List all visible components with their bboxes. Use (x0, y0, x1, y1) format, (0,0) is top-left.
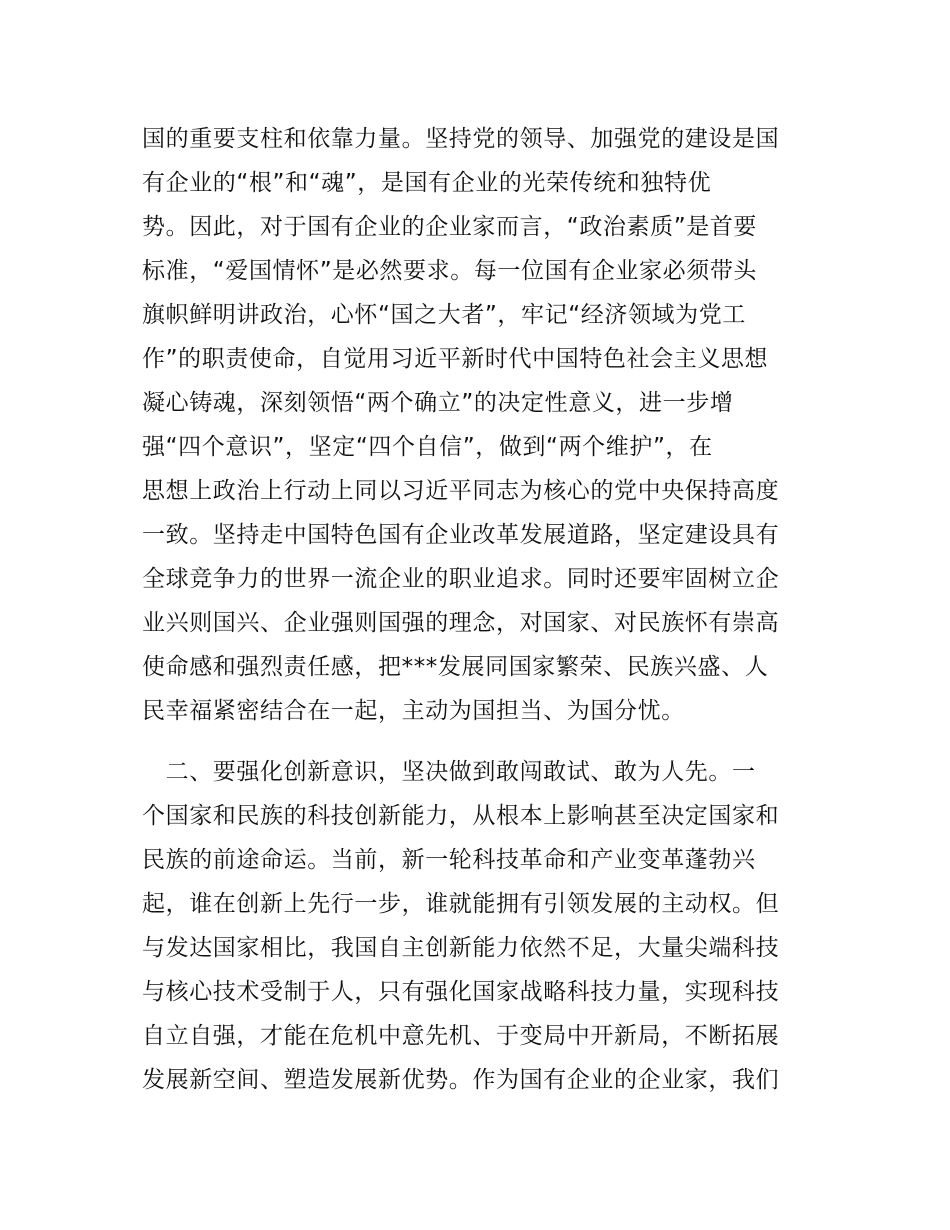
text-line: 与核心技术受制于人，只有强化国家战略科技力量，实现科技 (142, 979, 780, 1005)
text-line: 自立自强，才能在危机中意先机、于变局中开新局，不断拓展 (142, 1023, 780, 1049)
text-line: 全球竞争力的世界一流企业的职业追求。同时还要牢固树立企 (142, 566, 780, 592)
text-line: 发展新空间、塑造发展新优势。作为国有企业的企业家，我们 (142, 1067, 780, 1093)
text-line: 思想上政治上行动上同以习近平同志为核心的党中央保持高度 (142, 478, 780, 504)
text-line: 民族的前途命运。当前，新一轮科技革命和产业变革蓬勃兴 (142, 847, 756, 873)
text-line: 民幸福紧密结合在一起，主动为国担当、为国分忧。 (142, 698, 685, 724)
document-body (142, 117, 812, 1102)
text-line: 有企业的“根”和“魂”，是国有企业的光荣传统和独特优 (142, 170, 712, 196)
text-line: 业兴则国兴、企业强则国强的理念，对国家、对民族怀有崇高 (142, 610, 780, 636)
text-line: 强“四个意识”，坚定“四个自信”，做到“两个维护”，在 (142, 434, 713, 460)
text-line: 作”的职责使命，自觉用习近平新时代中国特色社会主义思想 (142, 346, 769, 372)
text-line: 使命感和强烈责任感，把***发展同国家繁荣、民族兴盛、人 (142, 654, 769, 680)
paragraph-2 (142, 750, 812, 1102)
text-line: 与发达国家相比，我国自主创新能力依然不足，大量尖端科技 (142, 935, 780, 961)
text-line: 一致。坚持走中国特色国有企业改革发展道路，坚定建设具有 (142, 522, 780, 548)
text-line: 标准，“爱国情怀”是必然要求。每一位国有企业家必须带头 (142, 258, 758, 284)
text-line: 二、要强化创新意识，坚决做到敢闯敢试、敢为人先。一 (142, 759, 756, 785)
paragraph-1 (142, 117, 812, 733)
text-line: 势。因此，对于国有企业的企业家而言，“政治素质”是首要 (142, 214, 758, 240)
text-line: 个国家和民族的科技创新能力，从根本上影响甚至决定国家和 (142, 803, 780, 829)
text-line: 国的重要支柱和依靠力量。坚持党的领导、加强党的建设是国 (142, 126, 780, 152)
paragraph-spacer (142, 733, 812, 750)
text-line: 起，谁在创新上先行一步，谁就能拥有引领发展的主动权。但 (142, 891, 780, 917)
text-line: 凝心铸魂，深刻领悟“两个确立”的决定性意义，进一步增 (142, 390, 734, 416)
text-line: 旗帜鲜明讲政治，心怀“国之大者”，牢记“经济领域为党工 (142, 302, 746, 328)
